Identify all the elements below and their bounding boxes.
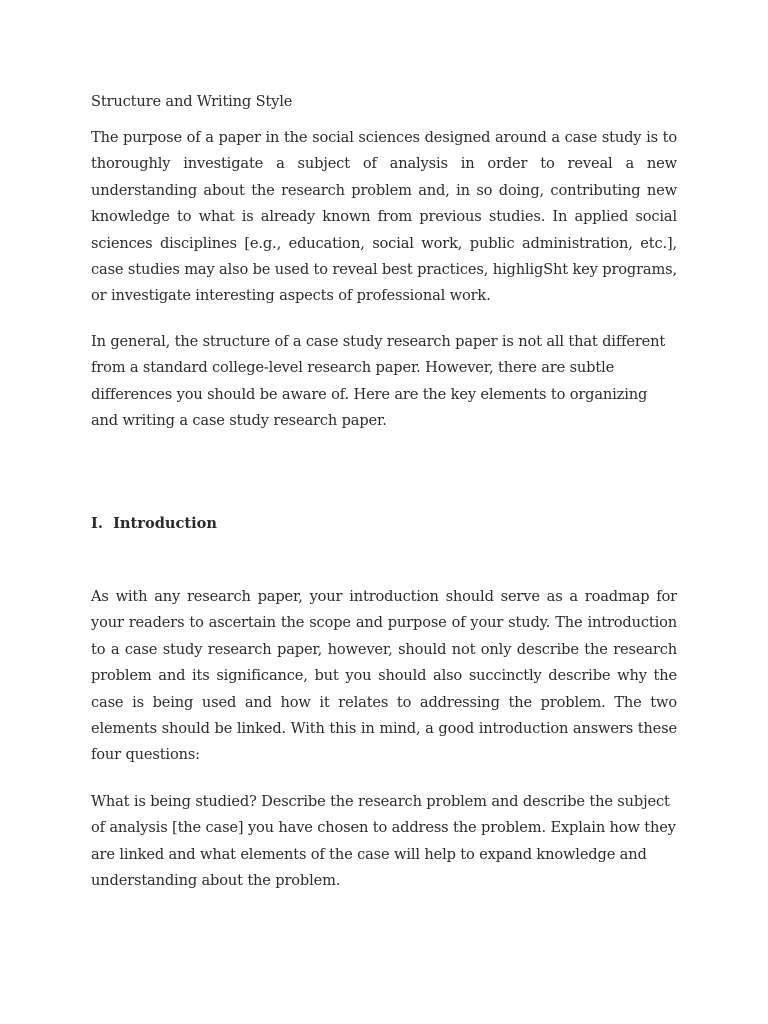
paragraph-purpose: The purpose of a paper in the social sciences designed around a case study is to thoroughly investigate a subject of analysis in order to reveal a new understanding about the research problem and, in so doing, contributing new knowledge to what is already known from previous studies. In applied social sciences disciplines [e.g., education, social work, public administration, etc.], case studies may also be used to reveal best practices, highligSht key programs, or investigate interesting aspects of professional work. xyxy=(91,129,677,305)
section-title: Introduction xyxy=(113,515,218,532)
document-title: Structure and Writing Style xyxy=(91,93,293,110)
paragraph-question-one: What is being studied? Describe the research problem and describe the subject of analysis [the case] you have chosen to address the problem. Explain how they are linked and what elements of the case will help to expand knowledge and understanding about the problem. xyxy=(91,793,676,890)
section-heading-introduction xyxy=(91,514,217,534)
paragraph-introduction-body: As with any research paper, your introduction should serve as a roadmap for your readers to ascertain the scope and purpose of your study. The introduction to a case study research paper, however, should not only describe the research problem and its significance, but you should also succinctly describe why the case is being used and how it relates to addressing the problem. The two elements should be linked. With this in mind, a good introduction answers these four questions: xyxy=(91,588,677,764)
section-number: I. xyxy=(91,515,103,532)
paragraph-general-structure: In general, the structure of a case study research paper is not all that different from a standard college-level research paper. However, there are subtle differences you should be aware of. Here are the key elements to organizing and writing a case study research paper. xyxy=(91,333,666,430)
